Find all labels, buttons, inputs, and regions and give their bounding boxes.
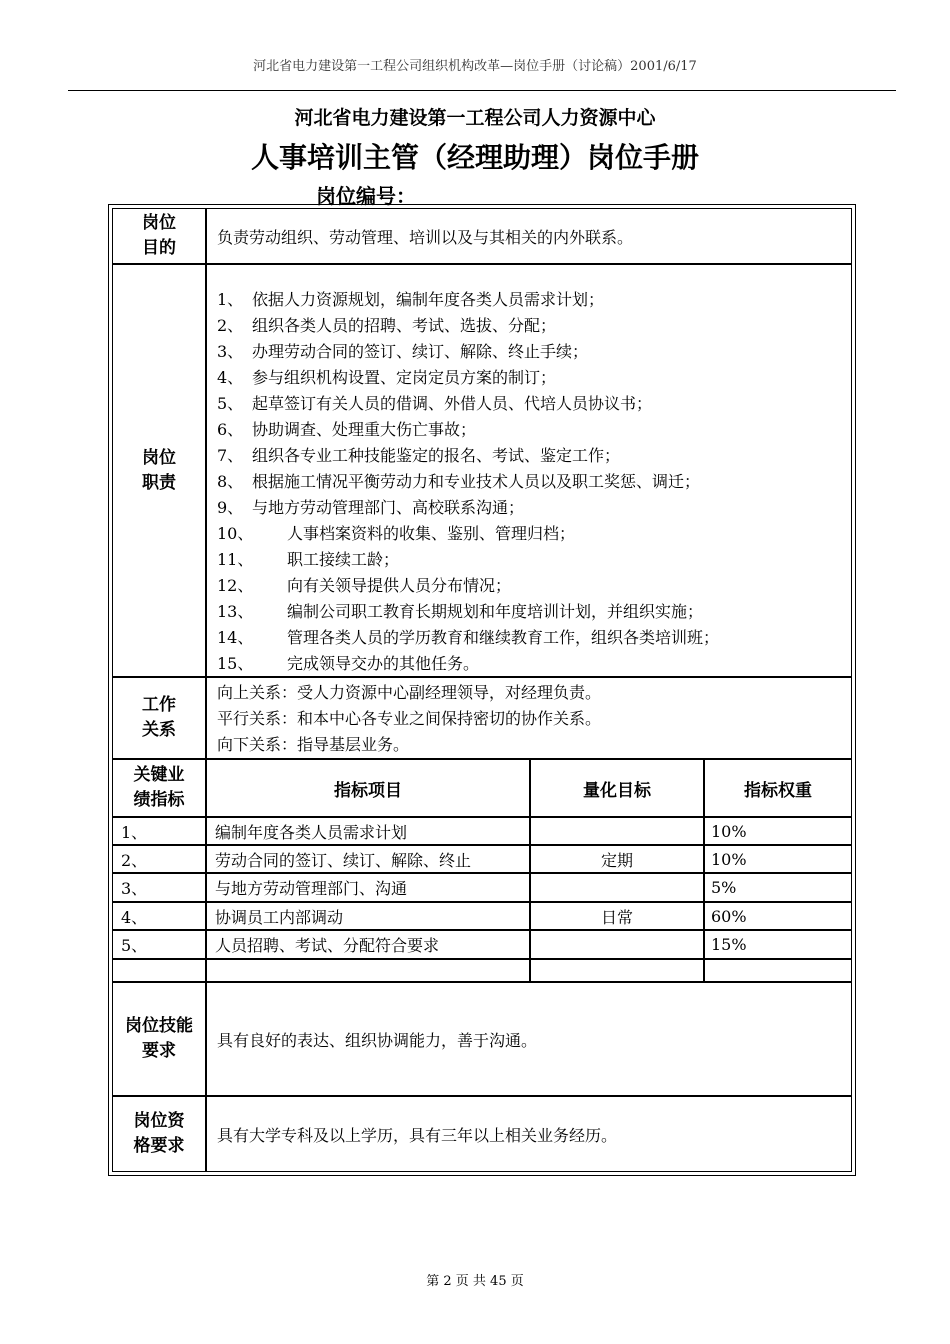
relations-label-line1: 工作 bbox=[142, 695, 176, 715]
kpi-row-target: 日常 bbox=[530, 902, 704, 930]
kpi-row-item: 与地方劳动管理部门、沟通 bbox=[206, 873, 530, 902]
kpi-row-target bbox=[530, 873, 704, 902]
kpi-row-item: 人员招聘、考试、分配符合要求 bbox=[206, 930, 530, 959]
kpi-row-weight: 10% bbox=[704, 817, 852, 845]
kpi-row-target: 定期 bbox=[530, 845, 704, 873]
list-item: 15、 完成领导交办的其他任务。 bbox=[217, 654, 480, 673]
kpi-row-item: 协调员工内部调动 bbox=[206, 902, 530, 930]
list-item: 14、 管理各类人员的学历教育和继续教育工作，组织各类培训班； bbox=[217, 628, 720, 647]
kpi-row-num: 1、 bbox=[112, 817, 206, 845]
kpi-col-target-header: 量化目标 bbox=[530, 759, 704, 817]
list-item: 10、 人事档案资料的收集、鉴别、管理归档； bbox=[217, 524, 576, 543]
list-item: 2、 组织各类人员的招聘、考试、选拔、分配； bbox=[217, 316, 557, 335]
list-item: 5、 起草签订有关人员的借调、外借人员、代培人员协议书； bbox=[217, 394, 653, 413]
qualification-label-line2: 格要求 bbox=[133, 1136, 185, 1156]
skills-label bbox=[112, 982, 206, 1096]
qualification-label bbox=[112, 1096, 206, 1172]
skills-text: 具有良好的表达、组织协调能力，善于沟通。 bbox=[206, 982, 852, 1096]
relation-parallel: 平行关系：和本中心各专业之间保持密切的协作关系。 bbox=[217, 709, 602, 728]
duties-content bbox=[206, 264, 852, 677]
relations-content bbox=[206, 677, 852, 759]
list-item: 13、 编制公司职工教育长期规划和年度培训计划，并组织实施； bbox=[217, 602, 704, 621]
duties-label-line1: 岗位 bbox=[142, 447, 176, 468]
kpi-col-weight-header: 指标权重 bbox=[704, 759, 852, 817]
relation-downward: 向下关系：指导基层业务。 bbox=[217, 735, 410, 754]
kpi-label-line1: 关键业 bbox=[133, 765, 185, 785]
duties-label-line2: 职责 bbox=[142, 472, 176, 493]
qualification-text: 具有大学专科及以上学历，具有三年以上相关业务经历。 bbox=[206, 1096, 852, 1172]
duties-label bbox=[112, 264, 206, 677]
kpi-row-target bbox=[530, 930, 704, 959]
list-item: 12、 向有关领导提供人员分布情况； bbox=[217, 576, 512, 595]
skills-label-line1: 岗位技能 bbox=[125, 1016, 193, 1036]
list-item: 6、 协助调查、处理重大伤亡事故； bbox=[217, 420, 477, 439]
kpi-row-target bbox=[530, 817, 704, 845]
skills-label-line2: 要求 bbox=[142, 1041, 176, 1061]
kpi-label-line2: 绩指标 bbox=[133, 790, 185, 810]
document-title: 人事培训主管（经理助理）岗位手册 bbox=[250, 141, 699, 174]
purpose-label bbox=[112, 208, 206, 264]
kpi-label bbox=[112, 759, 206, 817]
kpi-row-weight: 5% bbox=[704, 873, 852, 902]
kpi-row-item: 劳动合同的签订、续订、解除、终止 bbox=[206, 845, 530, 873]
kpi-row-num: 3、 bbox=[112, 873, 206, 902]
purpose-label-line2: 目的 bbox=[142, 238, 176, 258]
list-item: 4、 参与组织机构设置、定岗定员方案的制订； bbox=[217, 368, 557, 387]
kpi-row-num: 4、 bbox=[112, 902, 206, 930]
qualification-label-line1: 岗位资 bbox=[133, 1111, 185, 1131]
kpi-empty-cell bbox=[112, 959, 206, 982]
kpi-empty-cell bbox=[704, 959, 852, 982]
kpi-row-num: 5、 bbox=[112, 930, 206, 959]
kpi-row-weight: 10% bbox=[704, 845, 852, 873]
relations-label-line2: 关系 bbox=[142, 720, 176, 740]
post-code-label: 岗位编号： bbox=[316, 184, 416, 208]
list-item: 7、 组织各专业工种技能鉴定的报名、考试、鉴定工作； bbox=[217, 446, 621, 465]
relation-upward: 向上关系：受人力资源中心副经理领导，对经理负责。 bbox=[217, 683, 602, 702]
list-item: 9、 与地方劳动管理部门、高校联系沟通； bbox=[217, 498, 525, 517]
running-header: 河北省电力建设第一工程公司组织机构改革—岗位手册（讨论稿）2001/6/17 bbox=[253, 59, 697, 74]
kpi-col-item-header: 指标项目 bbox=[206, 759, 530, 817]
list-item: 1、 依据人力资源规划，编制年度各类人员需求计划； bbox=[217, 290, 605, 309]
kpi-row-weight: 15% bbox=[704, 930, 852, 959]
purpose-label-line1: 岗位 bbox=[142, 213, 176, 233]
kpi-row-weight: 60% bbox=[704, 902, 852, 930]
kpi-row-num: 2、 bbox=[112, 845, 206, 873]
list-item: 11、 职工接续工龄； bbox=[217, 550, 400, 569]
purpose-text: 负责劳动组织、劳动管理、培训以及与其相关的内外联系。 bbox=[206, 208, 852, 264]
org-title: 河北省电力建设第一工程公司人力资源中心 bbox=[294, 107, 656, 129]
list-item: 8、 根据施工情况平衡劳动力和专业技术人员以及职工奖惩、调迁； bbox=[217, 472, 701, 491]
kpi-empty-cell bbox=[206, 959, 530, 982]
relations-label bbox=[112, 677, 206, 759]
kpi-row-item: 编制年度各类人员需求计划 bbox=[206, 817, 530, 845]
kpi-empty-cell bbox=[530, 959, 704, 982]
list-item: 3、 办理劳动合同的签订、续订、解除、终止手续； bbox=[217, 342, 589, 361]
header-divider bbox=[68, 90, 896, 91]
duties-list bbox=[217, 287, 851, 677]
page-number: 第 2 页 共 45 页 bbox=[426, 1274, 524, 1289]
